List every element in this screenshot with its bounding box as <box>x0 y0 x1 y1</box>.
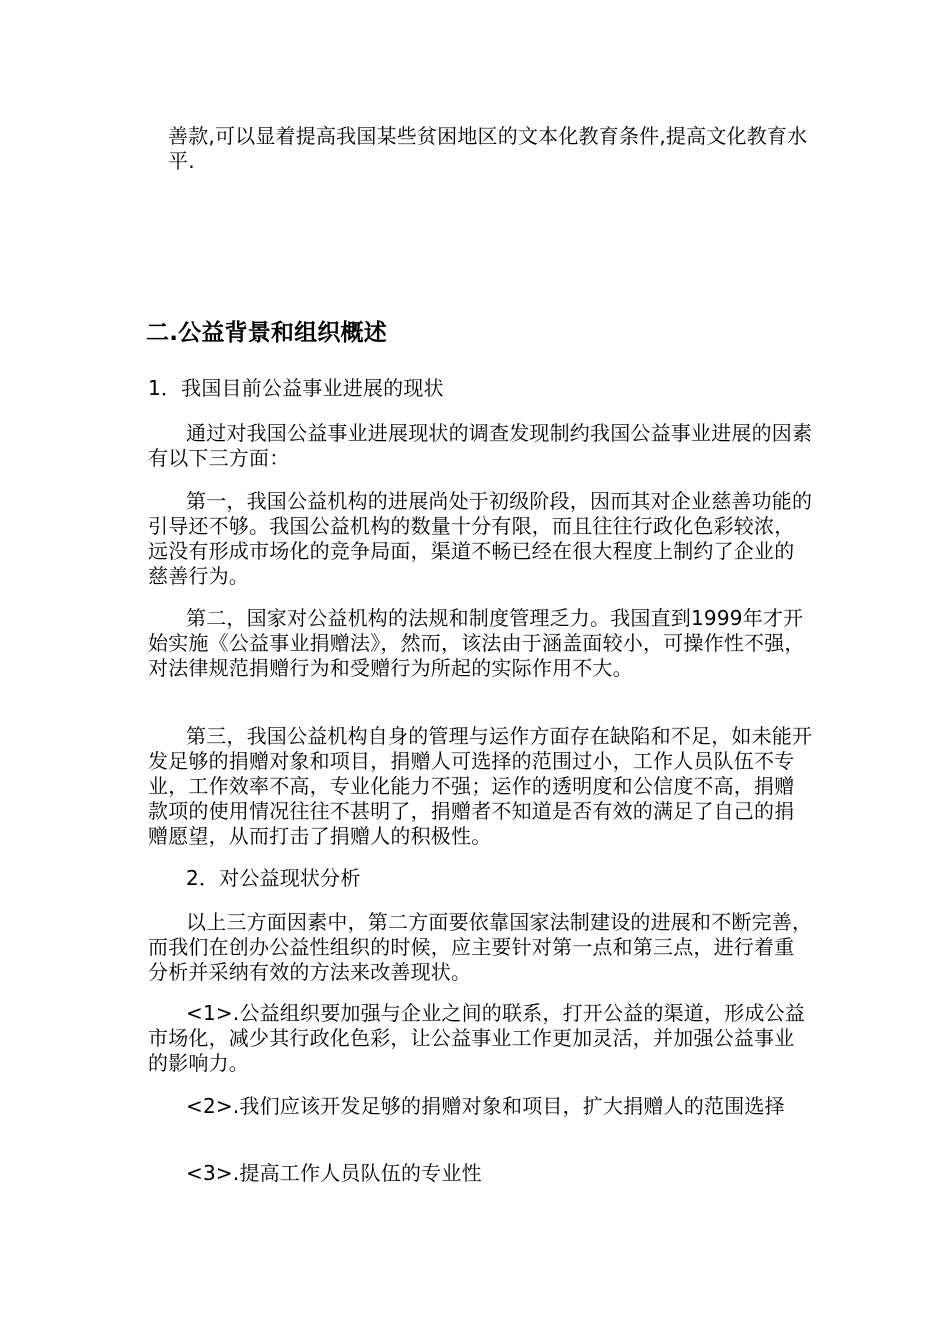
paragraph-second-factor: 第二，国家对公益机构的法规和制度管理乏力。我国直到1999年才开始实施《公益事业捐赠法》，然而，该法由于涵盖面较小，可操作性不强，对法律规范捐赠行为和受赠行为所起的实际作用不大。 <box>148 606 805 680</box>
subsection-title-2: 2．对公益现状分析 <box>186 866 361 890</box>
subsection-title-1: 1．我国目前公益事业进展的现状 <box>148 376 444 400</box>
paragraph-point-2: <2>.我们应该开发足够的捐赠对象和项目，扩大捐赠人的范围选择 <box>186 1094 785 1118</box>
intro-paragraph: 善款,可以显着提高我国某些贫困地区的文本化教育条件,提高文化教育水平. <box>168 124 808 173</box>
paragraph-analysis: 以上三方面因素中，第二方面要依靠国家法制建设的进展和不断完善，而我们在创办公益性组织的时候，应主要针对第一点和第三点，进行着重分析并采纳有效的方法来改善现状。 <box>148 910 813 984</box>
paragraph-first-factor: 第一，我国公益机构的进展尚处于初级阶段，因而其对企业慈善功能的引导还不够。我国公益机构的数量十分有限，而且往往行政化色彩较浓，远没有形成市场化的竞争局面，渠道不畅已经在很大程度上制约了企业的慈善行为。 <box>148 489 813 588</box>
paragraph-point-3: <3>.提高工作人员队伍的专业性 <box>186 1161 482 1185</box>
paragraph-third-factor: 第三，我国公益机构自身的管理与运作方面存在缺陷和不足，如未能开发足够的捐赠对象和项目，捐赠人可选择的范围过小，工作人员队伍不专业，工作效率不高，专业化能力不强；运作的透明度和公信度不高，捐赠款项的使用情况往往不甚明了，捐赠者不知道是否有效的满足了自己的捐赠愿望，从而打击了捐赠人的积极性。 <box>148 724 813 848</box>
paragraph-point-1: <1>.公益组织要加强与企业之间的联系，打开公益的渠道，形成公益市场化，减少其行政化色彩，让公益事业工作更加灵活，并加强公益事业的影响力。 <box>148 1001 805 1075</box>
section-title: 二.公益背景和组织概述 <box>146 320 387 346</box>
paragraph-factors-intro: 通过对我国公益事业进展现状的调查发现制约我国公益事业进展的因素有以下三方面： <box>148 421 813 470</box>
